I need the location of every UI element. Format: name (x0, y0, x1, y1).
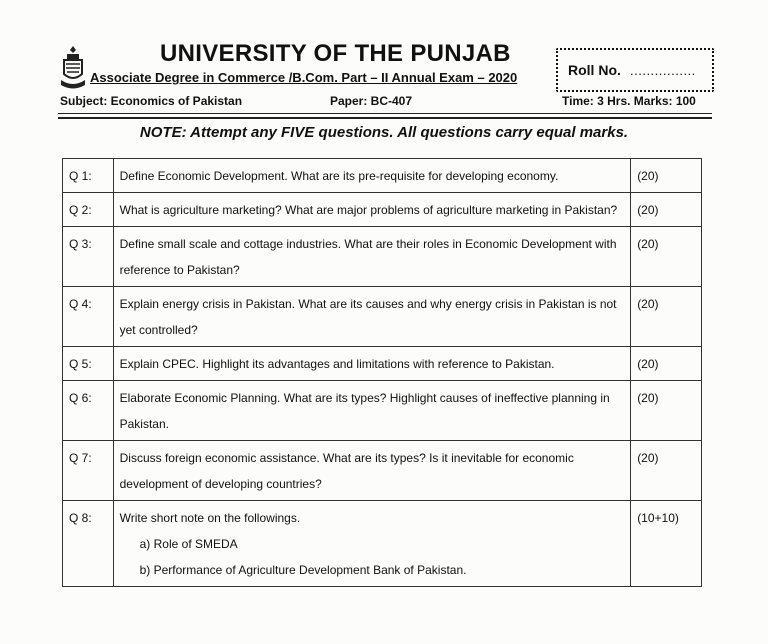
question-row (63, 501, 702, 587)
paper-label: Paper: BC-407 (330, 94, 413, 108)
question-row (63, 347, 702, 381)
question-marks: (20) (631, 287, 702, 347)
question-text: Explain energy crisis in Pakistan. What are its causes and why energy crisis in Pakistan is not yet controlled? (113, 287, 631, 347)
question-marks: (20) (631, 441, 702, 501)
question-number: Q 8: (63, 501, 114, 587)
subpart-b: b) Performance of Agriculture Development Bank of Pakistan. (139, 563, 467, 577)
roll-label: Roll No. (568, 62, 621, 78)
question-number: Q 3: (63, 227, 114, 287)
question-number: Q 6: (63, 381, 114, 441)
question-number: Q 1: (63, 159, 114, 193)
question-marks: (20) (631, 193, 702, 227)
header-rule-thin (58, 113, 712, 114)
question-text: What is agriculture marketing? What are major problems of agriculture marketing in Pakistan? (113, 193, 631, 227)
question-row (63, 381, 702, 441)
question-marks: (20) (631, 381, 702, 441)
question-row (63, 227, 702, 287)
header-rule-thick (58, 117, 712, 119)
roll-blank: ................ (630, 63, 696, 78)
question-text (113, 501, 631, 587)
question-row (63, 159, 702, 193)
question-number: Q 2: (63, 193, 114, 227)
university-crest-icon (60, 44, 86, 92)
question-stem: Write short note on the followings. (119, 511, 301, 525)
question-number: Q 7: (63, 441, 114, 501)
question-number: Q 4: (63, 287, 114, 347)
instructions-note: NOTE: Attempt any FIVE questions. All questions carry equal marks. (139, 124, 629, 141)
question-row (63, 287, 702, 347)
exam-title: Associate Degree in Commerce /B.Com. Part – II Annual Exam – 2020 (90, 70, 518, 85)
time-marks-label: Time: 3 Hrs. Marks: 100 (562, 94, 696, 108)
question-marks: (20) (631, 347, 702, 381)
question-row (63, 193, 702, 227)
subject-label: Subject: Economics of Pakistan (60, 94, 243, 108)
university-title: UNIVERSITY OF THE PUNJAB (160, 40, 511, 67)
questions-table (62, 158, 702, 587)
question-text: Elaborate Economic Planning. What are its types? Highlight causes of ineffective planning in Pakistan. (113, 381, 631, 441)
question-row (63, 441, 702, 501)
question-text: Define Economic Development. What are its pre-requisite for developing economy. (113, 159, 631, 193)
question-marks: (10+10) (631, 501, 702, 587)
roll-number-box (556, 48, 714, 92)
question-text: Explain CPEC. Highlight its advantages and limitations with reference to Pakistan. (113, 347, 631, 381)
question-number: Q 5: (63, 347, 114, 381)
question-marks: (20) (631, 159, 702, 193)
question-marks: (20) (631, 227, 702, 287)
question-text: Define small scale and cottage industries. What are their roles in Economic Development with reference to Pakistan? (113, 227, 631, 287)
subpart-a: a) Role of SMEDA (139, 537, 238, 551)
question-text: Discuss foreign economic assistance. What are its types? Is it inevitable for economic development of developing countries? (113, 441, 631, 501)
